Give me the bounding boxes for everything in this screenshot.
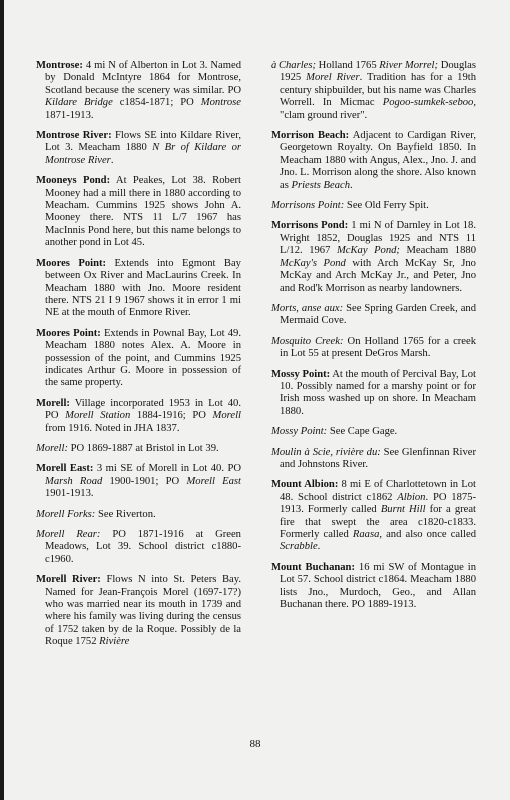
entry-headword: Montrose: xyxy=(36,60,83,71)
entry-text: Flows N into St. Peters Bay. Named for Jean-François Morel (1697-17?) who was married near its mouth in 1739 and where his family was living during the census of 1752 taken by de la Roque. Possibly de la Roque 1752 xyxy=(45,574,241,648)
entry-italic-name: Morell xyxy=(212,410,241,422)
entry-text: . xyxy=(317,541,321,553)
entry-headword: Moores Point: xyxy=(36,327,101,339)
gazetteer-entry xyxy=(36,130,241,167)
entry-text: 1871-1913. xyxy=(45,109,94,121)
entry-text: . xyxy=(350,179,353,191)
gazetteer-entry xyxy=(36,574,241,648)
entry-italic-name: Morell East xyxy=(186,475,241,487)
entry-headword: Morell River: xyxy=(36,574,101,586)
entry-text: See Old Ferry Spit. xyxy=(344,200,429,212)
entry-text: Douglas 1925 xyxy=(280,60,477,84)
entry-text: Flows SE into Kildare River, Lot 3. Meacham 1880 xyxy=(45,130,241,154)
gazetteer-entry xyxy=(271,303,476,328)
entry-headword: Montrose River: xyxy=(36,130,112,142)
entry-italic-name: Kildare Bridge xyxy=(45,97,113,109)
entry-text: Extends into Egmont Bay between Ox River and MacLaurins Creek. In Meacham 1880 with Jno. Moore resident there. NTS 21 I 9 1967 shows it in error 1 mi NE at the mouth of Enmore River. xyxy=(45,257,241,319)
left-column xyxy=(36,60,241,657)
entry-text: 1884-1916; PO xyxy=(130,410,213,422)
gazetteer-entry xyxy=(271,369,476,419)
entry-text: PO 1869-1887 at Bristol in Lot 39. xyxy=(67,442,219,454)
entry-headword: Morell: xyxy=(36,397,70,409)
gazetteer-entry xyxy=(271,447,476,472)
entry-headword: Moores Point: xyxy=(36,257,107,269)
entry-headword: Mosquito Creek: xyxy=(271,335,344,347)
gazetteer-entry xyxy=(36,60,241,122)
entry-text: with Arch McKay Sr, Jno McKay and Arch McKay Jr., and Peter, Jno and Rod'k Morrison as nearby landowners. xyxy=(280,257,476,294)
entry-italic-name: à Charles; xyxy=(271,60,317,71)
entry-headword: Morell East: xyxy=(36,463,94,475)
entry-headword: Morell: xyxy=(36,442,68,454)
entry-text: See Cape Gage. xyxy=(327,426,398,438)
entry-italic-name: Raasa xyxy=(352,529,380,540)
entry-italic-name: McKay Pond; xyxy=(336,245,400,257)
entry-headword: Mossy Point: xyxy=(271,426,328,438)
entry-text: Holland 1765 xyxy=(316,60,380,71)
entry-text: Village incorporated 1953 in Lot 40. PO xyxy=(45,397,241,422)
right-column xyxy=(271,60,476,619)
entry-text: c1854-1871; PO xyxy=(112,97,201,109)
entry-text: , and also once called xyxy=(379,529,477,540)
entry-text: Meacham 1880 xyxy=(399,245,476,257)
entry-italic-name: Burnt Hill xyxy=(380,504,426,516)
entry-text: On Holland 1765 for a creek in Lot 55 at present DeGros Marsh. xyxy=(280,335,476,360)
entry-text: At Peakes, Lot 38. Robert Mooney had a mill there in 1880 according to Meacham. Cummins 1925 shows John A. Mooney there. NTS 11 L/7 1967 has MacInnis Pond here, but this name belongs to another pond in Lot 45. xyxy=(45,175,241,249)
entry-text: 1901-1913. xyxy=(45,488,94,500)
entry-headword: Morrisons Point: xyxy=(271,200,345,212)
entry-headword: Morell Forks: xyxy=(36,508,96,520)
gazetteer-entry xyxy=(36,509,241,521)
entry-italic-name: Morell Station xyxy=(65,410,131,422)
gazetteer-entry xyxy=(271,336,476,361)
entry-headword: Morts, anse aux: xyxy=(271,302,344,314)
entry-text: See Spring Garden Creek, and Mermaid Cove. xyxy=(280,302,476,327)
gazetteer-entry xyxy=(271,426,476,438)
entry-text: 1900-1901; PO xyxy=(102,475,187,487)
entry-text: At the mouth of Percival Bay, Lot 10. Possibly named for a marshy point or for Irish moss washed up on shore. In Meacham 1880. xyxy=(280,368,476,417)
entry-text: , "clam ground river". xyxy=(280,97,476,121)
entry-italic-name: River Morrel; xyxy=(379,60,439,71)
gazetteer-entry xyxy=(36,443,241,455)
gazetteer-entry xyxy=(271,130,476,192)
entry-italic-name: McKay's Pond xyxy=(280,257,346,269)
entry-headword: Morrison Beach: xyxy=(271,130,350,142)
entry-text: PO 1871-1916 at Green Meadows, Lot 39. School district c1880-c1960. xyxy=(45,529,241,565)
gazetteer-entry xyxy=(36,463,241,500)
entry-text: from 1916. Noted in JHA 1837. xyxy=(45,422,180,434)
entry-italic-name: Rivière xyxy=(99,636,130,648)
entry-headword: Morrisons Pond: xyxy=(271,220,349,232)
entry-italic-name: Morel River xyxy=(306,72,360,84)
entry-headword: Mooneys Pond: xyxy=(36,175,111,187)
entry-text: 3 mi SE of Morell in Lot 40. PO xyxy=(93,463,241,475)
entry-italic-name: Priests Beach xyxy=(291,179,351,191)
entry-italic-name: Albion xyxy=(397,491,426,503)
entry-text: . Tradition has for a 19th century shipbuilder, but his name was Charles Worrell. In Micmac xyxy=(280,72,476,109)
entry-text: . xyxy=(110,154,114,166)
entry-text: 8 mi E of Charlottetown in Lot 48. School district c1862 xyxy=(280,479,476,503)
entry-text: See Glenfinnan River and Johnstons River. xyxy=(280,446,476,470)
gazetteer-entry xyxy=(271,200,476,212)
entry-text: 4 mi N of Alberton in Lot 3. Named by Donald McIntyre 1864 for Montrose, Scotland because the scenery was similar. PO xyxy=(45,60,241,96)
gazetteer-entry xyxy=(271,562,476,612)
entry-text: 16 mi SW of Montague in Lot 57. School district c1864. Meacham 1880 lists Jno., Murdoch, Geo., and Allan Buchanan there. PO 1889-1913. xyxy=(280,561,476,611)
gazetteer-entry xyxy=(36,398,241,435)
entry-text: for a great fire that swept the area c1820-c1833. Formerly called xyxy=(280,504,476,540)
entry-text: Adjacent to Cardigan River, Georgetown Royalty. On Bayfield 1850. In Meacham 1880 with Angus, Alex., Jno. J. and Jno. L. Morrison along the shore. Also known as xyxy=(280,130,476,191)
entry-headword: Mount Albion: xyxy=(271,479,339,491)
entry-italic-name: N Br of Kildare or Montrose River xyxy=(45,142,241,166)
gazetteer-entry xyxy=(36,328,241,390)
gazetteer-entry xyxy=(36,175,241,249)
entry-headword: Mossy Point: xyxy=(271,368,331,380)
entry-headword: Morell Rear: xyxy=(36,529,101,540)
entry-text: See Riverton. xyxy=(95,508,156,520)
gazetteer-entry xyxy=(36,258,241,320)
page-edge xyxy=(0,0,4,800)
gazetteer-entry xyxy=(271,60,476,122)
entry-text: 1 mi N of Darnley in Lot 18. Wright 1852, Douglas 1925 and NTS 11 L/12. 1967 xyxy=(280,220,476,257)
entry-text: Extends in Pownal Bay, Lot 49. Meacham 1880 notes Alex. A. Moore in possession of the point, and Cummins 1925 indicates Arthur G. Moore in possession of the same property. xyxy=(45,327,241,389)
entry-text: . PO 1875-1913. Formerly called xyxy=(280,491,477,516)
gazetteer-entry xyxy=(271,220,476,294)
entry-italic-name: Scrabble xyxy=(280,541,318,553)
page-number: 88 xyxy=(249,738,261,750)
entry-italic-name: Pogoo-sumkek-seboo xyxy=(382,97,474,109)
entry-headword: Moulin à Scie, rivière du: xyxy=(271,446,381,458)
gazetteer-entry xyxy=(271,479,476,553)
gazetteer-entry xyxy=(36,529,241,566)
entry-italic-name: Marsh Road xyxy=(45,475,103,487)
entry-headword: Mount Buchanan: xyxy=(271,561,355,573)
entry-italic-name: Montrose xyxy=(200,97,241,109)
